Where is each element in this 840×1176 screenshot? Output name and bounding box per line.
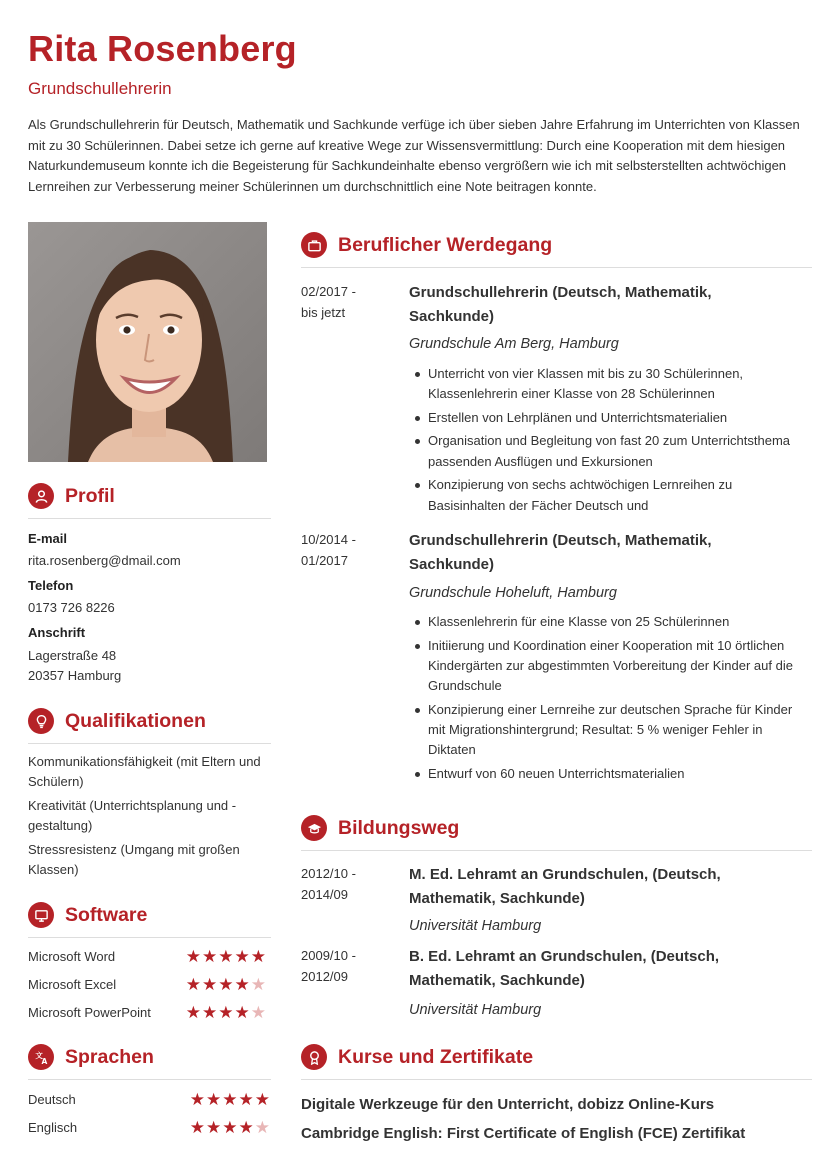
job-title: Grundschullehrerin bbox=[28, 79, 172, 98]
star-rating bbox=[190, 1119, 270, 1136]
divider bbox=[28, 743, 271, 744]
software-heading bbox=[28, 902, 147, 928]
star-empty-icon: ★ bbox=[254, 1117, 270, 1137]
star-rating bbox=[186, 976, 266, 993]
course-item: Digitale Werkzeuge für den Unterricht, dobizz Online-Kurs bbox=[301, 1096, 715, 1113]
divider bbox=[301, 1079, 812, 1080]
career-heading-label: Beruflicher Werdegang bbox=[338, 233, 553, 256]
summary-text: Als Grundschullehrerin für Deutsch, Mathematik und Sachkunde verfüge ich über sieben Jahre Erfahrung im Unterrichten von Klassen mit zu 30 Schülerinnen. Dabei setze ich gerne auf kreative Wege zur Wissensvermittlung: Durch eine Kooperation mit dem hiesigen Naturkundemuseum konnte ich die Begeisterung für Sachkundeinhalte ebenso vergrößern wie ich mit selbsterstellten achtwöchigen Lernreihen zur Verbesserung meiner Schülerinnen um durchschnittlich eine Note beitragen konnte. bbox=[28, 117, 800, 194]
star-filled-icon: ★ bbox=[206, 1089, 222, 1109]
address-line1: Lagerstraße 48 bbox=[28, 648, 117, 663]
briefcase-icon bbox=[301, 232, 327, 258]
career-organization: Grundschule Hoheluft, Hamburg bbox=[409, 585, 617, 601]
divider bbox=[28, 518, 271, 519]
software-name: Microsoft Excel bbox=[28, 976, 117, 992]
candidate-name: Rita Rosenberg bbox=[28, 28, 297, 69]
star-filled-icon: ★ bbox=[185, 946, 201, 966]
languages-heading-label: Sprachen bbox=[65, 1045, 154, 1068]
list-item: Organisation und Begleitung von fast 20 zum Unterrichtsthema passenden Ausflügen und Exkursionen bbox=[409, 431, 794, 472]
list-item: Unterricht von vier Klassen mit bis zu 30 Schülerinnen, Klassenlehrerin einer Klasse von 28 Schülerinnen bbox=[409, 364, 794, 405]
divider bbox=[28, 937, 271, 938]
software-item bbox=[28, 974, 266, 994]
career-organization: Grundschule Am Berg, Hamburg bbox=[409, 336, 619, 352]
star-rating bbox=[186, 1004, 266, 1021]
list-item: Konzipierung einer Lernreihe zur deutschen Sprache für Kinder mit Migrationshintergrund; Resultat: 5 % weniger Fehler in Diktaten bbox=[409, 700, 794, 761]
phone-value[interactable]: 0173 726 8226 bbox=[28, 600, 115, 615]
address-label: Anschrift bbox=[28, 625, 86, 640]
star-filled-icon: ★ bbox=[202, 974, 218, 994]
email-label: E-mail bbox=[28, 531, 68, 546]
award-icon bbox=[301, 1044, 327, 1070]
star-filled-icon: ★ bbox=[185, 974, 201, 994]
list-item: Entwurf von 60 neuen Unterrichtsmaterialien bbox=[409, 764, 794, 784]
star-filled-icon: ★ bbox=[218, 1002, 234, 1022]
star-filled-icon: ★ bbox=[189, 1089, 205, 1109]
monitor-icon bbox=[28, 902, 54, 928]
qualification-item: Stressresistenz (Umgang mit großen Klassen) bbox=[28, 842, 240, 877]
star-filled-icon: ★ bbox=[234, 1002, 250, 1022]
profile-heading-label: Profil bbox=[65, 484, 115, 507]
profile-photo bbox=[28, 222, 267, 462]
qualification-item: Kommunikationsfähigkeit (mit Eltern und Schülern) bbox=[28, 754, 261, 789]
education-date: 2009/10 - 2012/09 bbox=[301, 948, 356, 984]
list-item: Erstellen von Lehrplänen und Unterrichtsmaterialien bbox=[409, 408, 794, 428]
star-filled-icon: ★ bbox=[202, 1002, 218, 1022]
svg-text:文: 文 bbox=[34, 1050, 43, 1060]
star-empty-icon: ★ bbox=[250, 974, 266, 994]
star-filled-icon: ★ bbox=[218, 974, 234, 994]
career-position: Grundschullehrerin (Deutsch, Mathematik, Sachkunde) bbox=[409, 284, 712, 325]
star-rating bbox=[190, 1091, 270, 1108]
address-line2: 20357 Hamburg bbox=[28, 668, 122, 683]
star-filled-icon: ★ bbox=[234, 946, 250, 966]
education-heading bbox=[301, 815, 459, 841]
education-degree: M. Ed. Lehramt an Grundschulen, (Deutsch, Mathematik, Sachkunde) bbox=[409, 866, 721, 907]
svg-text:A: A bbox=[41, 1056, 47, 1065]
star-filled-icon: ★ bbox=[254, 1089, 270, 1109]
courses-heading-label: Kurse und Zertifikate bbox=[338, 1045, 534, 1068]
phone-label: Telefon bbox=[28, 578, 74, 593]
education-heading-label: Bildungsweg bbox=[338, 816, 460, 839]
language-item bbox=[28, 1117, 270, 1137]
star-filled-icon: ★ bbox=[185, 1002, 201, 1022]
career-bullets bbox=[409, 364, 794, 519]
course-item: Cambridge English: First Certificate of English (FCE) Zertifikat bbox=[301, 1125, 746, 1142]
star-empty-icon: ★ bbox=[250, 1002, 266, 1022]
star-rating bbox=[186, 948, 266, 965]
star-filled-icon: ★ bbox=[234, 974, 250, 994]
star-filled-icon: ★ bbox=[238, 1089, 254, 1109]
career-date: 10/2014 - 01/2017 bbox=[301, 532, 356, 568]
divider bbox=[301, 850, 812, 851]
list-item: Konzipierung von sechs achtwöchigen Lernreihen zu Basisinhalten der Fächer Deutsch und bbox=[409, 475, 794, 516]
email-value[interactable]: rita.rosenberg@dmail.com bbox=[28, 553, 181, 568]
star-filled-icon: ★ bbox=[189, 1117, 205, 1137]
qualification-item: Kreativität (Unterrichtsplanung und -gestaltung) bbox=[28, 798, 237, 833]
courses-heading bbox=[301, 1044, 533, 1070]
list-item: Klassenlehrerin für eine Klasse von 25 Schülerinnen bbox=[409, 612, 794, 632]
star-filled-icon: ★ bbox=[202, 946, 218, 966]
language-item bbox=[28, 1089, 270, 1109]
education-degree: B. Ed. Lehramt an Grundschulen, (Deutsch, Mathematik, Sachkunde) bbox=[409, 948, 720, 989]
software-name: Microsoft PowerPoint bbox=[28, 1004, 151, 1020]
education-institution: Universität Hamburg bbox=[409, 918, 542, 934]
career-heading bbox=[301, 232, 552, 258]
qualifications-heading bbox=[28, 708, 206, 734]
career-bullets bbox=[409, 612, 794, 788]
star-filled-icon: ★ bbox=[222, 1089, 238, 1109]
divider bbox=[301, 267, 812, 268]
career-date: 02/2017 - bis jetzt bbox=[301, 284, 356, 320]
lightbulb-icon bbox=[28, 708, 54, 734]
star-filled-icon: ★ bbox=[218, 946, 234, 966]
qualifications-heading-label: Qualifikationen bbox=[65, 709, 206, 732]
software-item bbox=[28, 1002, 266, 1022]
language-name: Englisch bbox=[28, 1119, 78, 1135]
star-filled-icon: ★ bbox=[222, 1117, 238, 1137]
software-name: Microsoft Word bbox=[28, 948, 116, 964]
graduation-cap-icon bbox=[301, 815, 327, 841]
list-item: Initiierung und Koordination einer Kooperation mit 10 örtlichen Kindergärten zur abgestimmten Vorbereitung der Kinder auf die Grundschule bbox=[409, 636, 794, 697]
languages-heading bbox=[28, 1044, 154, 1070]
person-icon bbox=[28, 483, 54, 509]
profile-heading bbox=[28, 483, 115, 509]
education-date: 2012/10 - 2014/09 bbox=[301, 866, 356, 902]
translate-icon bbox=[28, 1044, 54, 1070]
software-item bbox=[28, 946, 266, 966]
education-institution: Universität Hamburg bbox=[409, 1002, 542, 1018]
software-heading-label: Software bbox=[65, 903, 148, 926]
language-name: Deutsch bbox=[28, 1091, 76, 1107]
career-position: Grundschullehrerin (Deutsch, Mathematik, Sachkunde) bbox=[409, 532, 712, 573]
divider bbox=[28, 1079, 271, 1080]
star-filled-icon: ★ bbox=[250, 946, 266, 966]
star-filled-icon: ★ bbox=[238, 1117, 254, 1137]
star-filled-icon: ★ bbox=[206, 1117, 222, 1137]
